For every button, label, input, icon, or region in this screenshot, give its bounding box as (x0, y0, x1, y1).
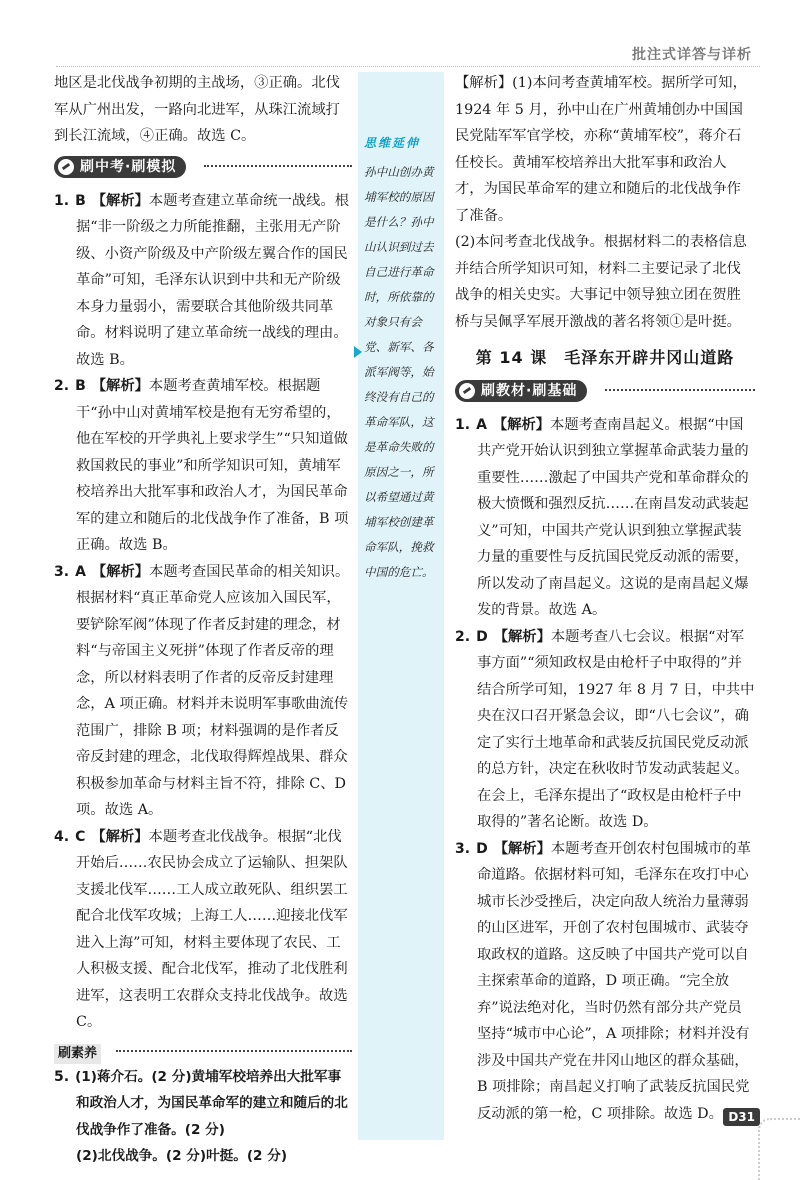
left-intro: 地区是北伐战争初期的主战场，③正确。北伐军从广州出发，一路向北进军，从珠江流域打到长江流域，④正确。故选 C。 (54, 75, 340, 144)
section-dots (204, 165, 352, 167)
left-column (54, 70, 352, 1170)
question-5: 5. (1)蒋介石。(2 分)黄埔军校培养出大批军事和政治人才，为国民革命军的建立和随后的北伐战争作了准备。(2 分) (54, 1068, 348, 1138)
section-header-literacy (54, 1040, 352, 1064)
section-dots (116, 1050, 352, 1052)
section-header-mock (54, 154, 352, 182)
section-pill (54, 156, 186, 178)
corner-decoration (758, 1118, 800, 1180)
right-paragraph-2: (2)本问考查北伐战争。根据材料二的表格信息并结合所学知识可知，材料二主要记录了北伐战争的相关史实。大事记中领导独立团在贺胜桥与吴佩孚军展开激战的著名将领①是叶挺。 (455, 234, 747, 330)
question-3: 3. A 【解析】本题考查国民革命的相关知识。根据材料“真正革命党人应该加入国民军，要铲除军阀”体现了作者反封建的理念，材料“与帝国主义死拼”体现了作者反帝的理念，所以材料表明了作者的反帝反封建理念，A 项正确。材料并未说明军事歌曲流传范围广，排除 B 项；材料强调的是作者反帝反封建的理念，北伐取得辉煌战果、群众积极参加革命与材料主旨不符，排除 C、D 项。故选 A。 (54, 563, 350, 818)
question-3: 3. D 【解析】本题考查开创农村包围城市的革命道路。依据材料可知，毛泽东在攻打中心城市长沙受挫后，决定向敌人统治力量薄弱的山区进军，开创了农村包围城市、武装夺取政权的道路。这反映了中国共产党可以自主探索革命的道路，D 项正确。“完全放弃”说法绝对化，当时仍然有部分共产党员坚持“城市中心论”，A 项排除；材料并没有涉及中国共产党在井冈山地区的群众基础，B 项排除；南昌起义打响了武装反抗国民党反动派的第一枪，C 项排除。故选 D。 (455, 840, 752, 1122)
header-rule (56, 66, 760, 67)
section-title: 刷教材·刷基础 (481, 382, 578, 399)
question-1: 1. B 【解析】本题考查建立革命统一战线。根据“非一阶级之力所能推翻，主张用无产阶级、小资产阶级及中产阶级左翼合作的国民革命”可知，毛泽东认识到中共和无产阶级本身力量弱小，需要联合其他阶级共同革命。材料说明了建立革命统一战线的理由。故选 B。 (54, 192, 350, 368)
thinking-sidebar (358, 72, 444, 1140)
question-2: 2. D 【解析】本题考查八七会议。根据“对军事方面”“须知政权是由枪杆子中取得的”并结合所学可知，1927 年 8 月 7 日，中共中央在汉口召开紧急会议，即“八七会议”，确定了实行土地革命和武装反抗国民党反动派的总方针，决定在秋收时节发动武装起义。在会上，毛泽东提出了“政权是由枪杆子中取得的”著名论断。故选 D。 (455, 628, 755, 830)
right-paragraph-1: 【解析】(1)本问考查黄埔军校。据所学可知，1924 年 5 月，孙中山在广州黄埔创办中国国民党陆军军官学校，亦称“黄埔军校”，蒋介石任校长。黄埔军校培养出大批军事和政治人才，为国民革命军的建立和随后的北伐战争作了准备。 (455, 75, 747, 224)
pointer-arrow-icon (354, 346, 362, 358)
sidebar-heading: 思维延伸 (364, 136, 421, 150)
header-title: 批注式详答与详析 (632, 47, 752, 63)
section-pill (455, 380, 587, 402)
page-header (0, 0, 800, 68)
sidebar-text: 孙中山创办黄埔军校的原因是什么？孙中山认识到过去自己进行革命时，所依靠的对象只有会党、新军、各派军阀等，始终没有自己的革命军队，这是革命失败的原因之一，所以希望通过黄埔军校创建革命军队，挽救中国的危亡。 (364, 165, 434, 579)
pen-icon (58, 159, 74, 175)
section-dots (605, 389, 755, 391)
question-1: 1. A 【解析】本题考查南昌起义。根据“中国共产党开始认识到独立掌握革命武装力量的重要性……激起了中国共产党和革命群众的极大愤慨和强烈反抗……在南昌发动武装起义”可知，中国共产党认识到独立掌握武装力量的重要性与反抗国民党反动派的需要，所以发动了南昌起义。这说的是南昌起义爆发的背景。故选 A。 (455, 416, 749, 618)
lesson-title: 第 14 课 毛泽东开辟井冈山道路 (475, 348, 735, 367)
page-number: D31 (723, 1108, 760, 1126)
question-2: 2. B 【解析】本题考查黄埔军校。根据题干“孙中山对黄埔军校是抱有无穷希望的，他在军校的开学典礼上要求学生”“只知道做救国救民的事业”和所学知识可知，黄埔军校培养出大批军事和政治人才，为国民革命军的建立和随后的北伐战争作了准备，B 项正确。故选 B。 (54, 378, 349, 553)
section-title: 刷中考·刷模拟 (80, 158, 177, 175)
right-column (455, 70, 755, 1127)
question-4: 4. C 【解析】本题考查北伐战争。根据“北伐开始后……农民协会成立了运输队、担架队支援北伐军……工人成立敢死队、组织罢工配合北伐军攻城；上海工人……迎接北伐军进入上海”可知，材料主要体现了农民、工人积极支援、配合北伐军，推动了北伐胜利进军，这表明工农群众支持北伐战争。故选 C。 (54, 828, 348, 1030)
pen-icon (459, 383, 475, 399)
section-header-basic (455, 378, 755, 406)
sub-section-title: 刷素养 (54, 1044, 101, 1064)
question-5-part-2: (2)北伐战争。(2 分)叶挺。(2 分) (76, 1148, 288, 1164)
